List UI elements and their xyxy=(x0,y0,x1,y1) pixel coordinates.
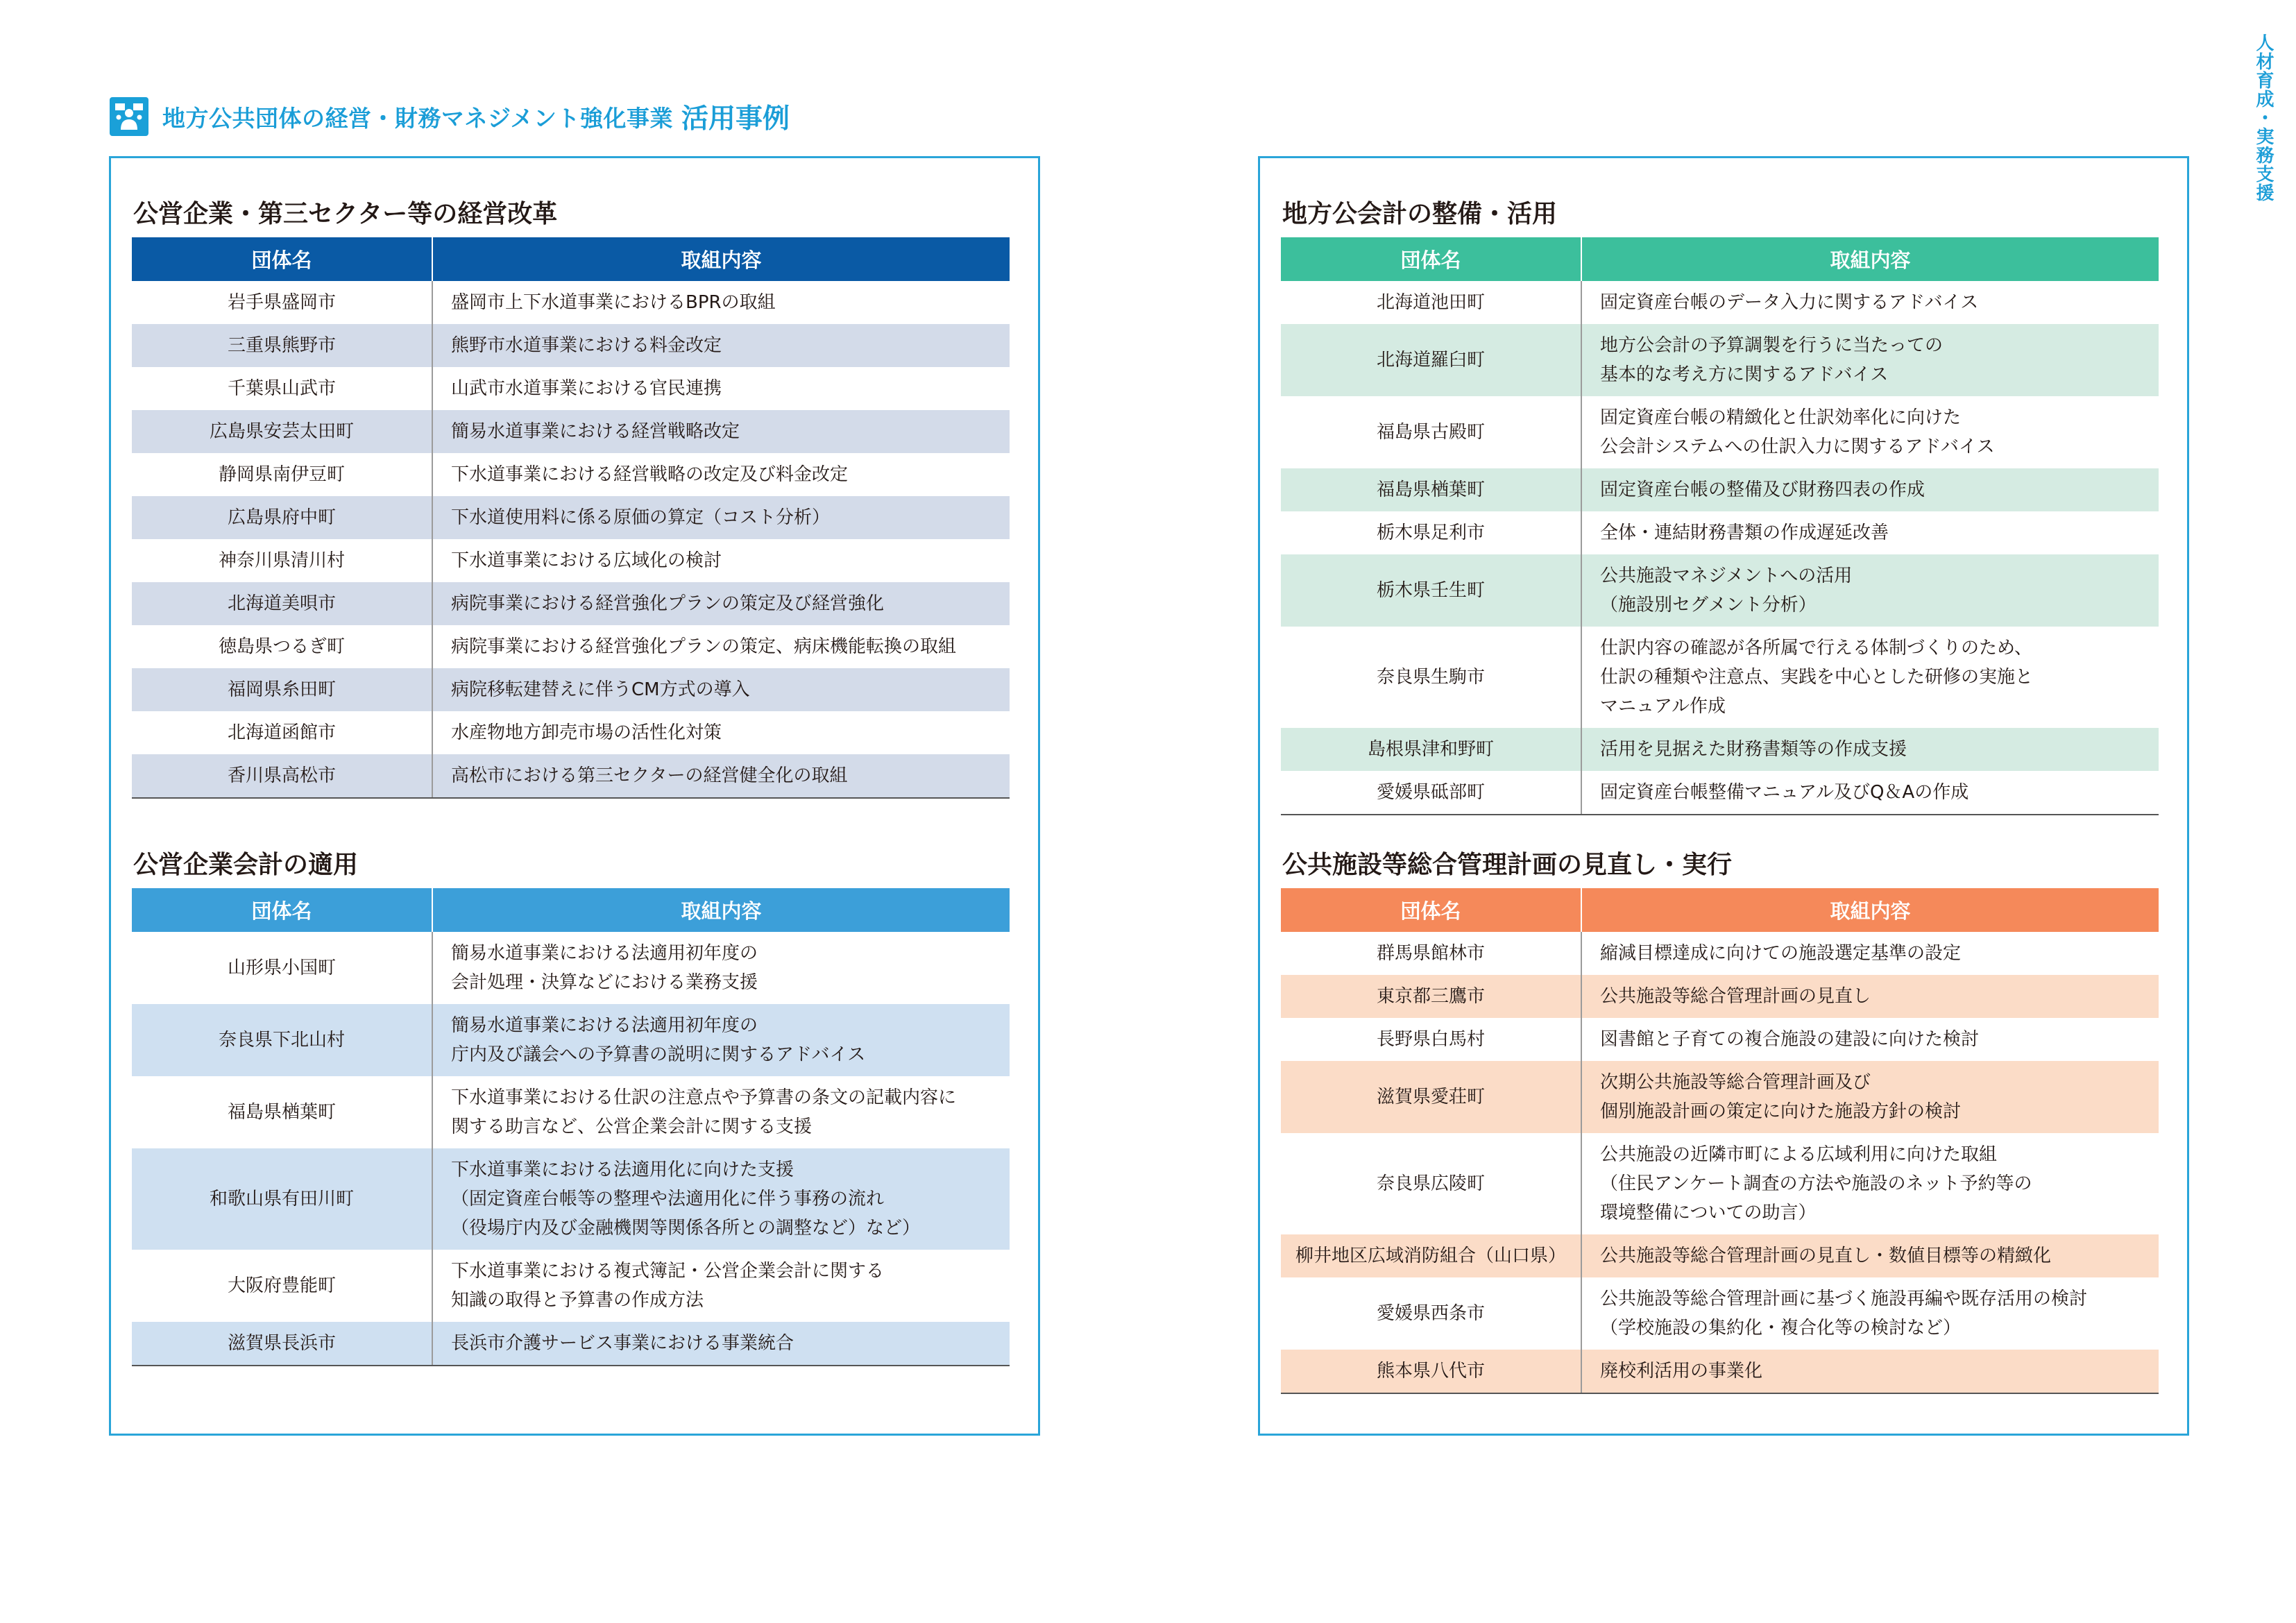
content-line: 公共施設等総合管理計画の見直し・数値目標等の精緻化 xyxy=(1600,1246,2052,1266)
content-line: 庁内及び議会への予算書の説明に関するアドバイス xyxy=(451,1044,866,1065)
cases-table xyxy=(132,888,1010,1366)
org-name-cell: 福島県楢葉町 xyxy=(1281,468,1581,511)
org-name-cell: 北海道美唄市 xyxy=(132,582,432,625)
content-line: 次期公共施設等総合管理計画及び xyxy=(1600,1072,1871,1093)
content-line: 下水道事業における仕訳の注意点や予算書の条文の記載内容に xyxy=(451,1087,957,1108)
org-name-cell: 福島県楢葉町 xyxy=(132,1076,432,1148)
side-category-label: 人材育成・実務支援 xyxy=(2253,33,2274,202)
table-row xyxy=(132,932,1010,1004)
content-cell xyxy=(432,1004,1010,1076)
org-name-cell: 北海道池田町 xyxy=(1281,281,1581,324)
table-row xyxy=(1281,554,2159,627)
content-line: 図書館と子育ての複合施設の建設に向けた検討 xyxy=(1600,1029,1980,1050)
table-row xyxy=(1281,1061,2159,1133)
org-name-cell: 群馬県館林市 xyxy=(1281,932,1581,975)
content-line: 水産物地方卸売市場の活性化対策 xyxy=(451,722,722,743)
content-cell xyxy=(432,1250,1010,1322)
content-cell xyxy=(1581,1350,2159,1393)
table-row xyxy=(1281,975,2159,1018)
org-name-cell: 北海道羅臼町 xyxy=(1281,324,1581,396)
org-name-cell: 東京都三鷹市 xyxy=(1281,975,1581,1018)
content-cell xyxy=(1581,281,2159,324)
org-name-cell: 大阪府豊能町 xyxy=(132,1250,432,1322)
content-line: （住民アンケート調査の方法や施設のネット予約等の xyxy=(1600,1173,2032,1194)
table-header-row xyxy=(132,237,1010,281)
table-row xyxy=(1281,396,2159,468)
content-cell xyxy=(1581,324,2159,396)
column-header-content: 取組内容 xyxy=(1581,888,2159,932)
org-name-cell: 香川県高松市 xyxy=(132,754,432,798)
org-name-cell: 三重県熊野市 xyxy=(132,324,432,367)
content-line: 全体・連結財務書類の作成遅延改善 xyxy=(1600,522,1889,543)
content-line: 簡易水道事業における法適用初年度の xyxy=(451,943,758,964)
content-line: 縮減目標達成に向けての施設選定基準の設定 xyxy=(1600,943,1962,964)
table-row xyxy=(132,1148,1010,1250)
content-line: 公会計システムへの仕訳入力に関するアドバイス xyxy=(1600,436,1995,457)
content-line: 公共施設マネジメントへの活用 xyxy=(1600,566,1853,586)
content-line: 下水道事業における広域化の検討 xyxy=(451,550,722,571)
content-cell xyxy=(432,281,1010,324)
page-title: 地方公共団体の経営・財務マネジメント強化事業 xyxy=(162,104,674,132)
column-header-content: 取組内容 xyxy=(432,888,1010,932)
content-cell xyxy=(432,539,1010,582)
org-name-cell: 栃木県足利市 xyxy=(1281,511,1581,554)
page-header xyxy=(110,97,790,136)
table-row xyxy=(132,1076,1010,1148)
content-line: 公共施設の近隣市町による広域利用に向けた取組 xyxy=(1600,1144,1998,1165)
content-cell xyxy=(1581,1061,2159,1133)
org-name-cell: 島根県津和野町 xyxy=(1281,728,1581,771)
table-header-row xyxy=(1281,888,2159,932)
table-row xyxy=(132,281,1010,324)
table-row xyxy=(132,496,1010,539)
org-name-cell: 山形県小国町 xyxy=(132,932,432,1004)
table-row xyxy=(1281,1018,2159,1061)
org-name-cell: 徳島県つるぎ町 xyxy=(132,625,432,668)
org-name-cell: 福島県古殿町 xyxy=(1281,396,1581,468)
left-panel xyxy=(109,156,1040,1436)
content-line: 公共施設等総合管理計画に基づく施設再編や既存活用の検討 xyxy=(1600,1289,2088,1309)
org-name-cell: 北海道函館市 xyxy=(132,711,432,754)
people-icon xyxy=(110,97,148,136)
org-name-cell: 愛媛県砥部町 xyxy=(1281,771,1581,815)
content-cell xyxy=(432,1148,1010,1250)
table-header-row xyxy=(1281,237,2159,281)
content-line: 簡易水道事業における経営戦略改定 xyxy=(451,421,740,442)
content-line: 熊野市水道事業における料金改定 xyxy=(451,335,722,356)
table-row xyxy=(132,582,1010,625)
section-title: 地方公会計の整備・活用 xyxy=(1282,200,1558,228)
content-cell xyxy=(1581,468,2159,511)
content-cell xyxy=(432,1076,1010,1148)
table-row xyxy=(132,754,1010,798)
table-row xyxy=(132,453,1010,496)
column-header-org: 団体名 xyxy=(1281,888,1581,932)
section-public-enterprise-accounting xyxy=(132,842,1010,1366)
org-name-cell: 滋賀県愛荘町 xyxy=(1281,1061,1581,1133)
content-cell xyxy=(432,932,1010,1004)
content-line: 病院事業における経営強化プランの策定、病床機能転換の取組 xyxy=(451,636,957,657)
table-row xyxy=(132,1004,1010,1076)
org-name-cell: 和歌山県有田川町 xyxy=(132,1148,432,1250)
org-name-cell: 滋賀県長浜市 xyxy=(132,1322,432,1366)
cases-table xyxy=(1281,888,2159,1394)
column-header-org: 団体名 xyxy=(1281,237,1581,281)
org-name-cell: 広島県府中町 xyxy=(132,496,432,539)
table-row xyxy=(132,539,1010,582)
org-name-cell: 奈良県生駒市 xyxy=(1281,627,1581,728)
org-name-cell: 愛媛県西条市 xyxy=(1281,1277,1581,1350)
section-public-enterprise-reform xyxy=(132,192,1010,799)
table-row xyxy=(1281,1234,2159,1277)
cases-table xyxy=(132,237,1010,799)
content-line: 公共施設等総合管理計画の見直し xyxy=(1600,986,1871,1007)
content-line: 簡易水道事業における法適用初年度の xyxy=(451,1015,758,1036)
content-line: （役場庁内及び金融機関等関係各所との調整など）など） xyxy=(451,1218,921,1239)
table-row xyxy=(1281,1350,2159,1393)
cases-table xyxy=(1281,237,2159,815)
content-line: 固定資産台帳整備マニュアル及びQ＆Aの作成 xyxy=(1600,782,1969,803)
content-cell xyxy=(1581,728,2159,771)
org-name-cell: 神奈川県清川村 xyxy=(132,539,432,582)
org-name-cell: 千葉県山武市 xyxy=(132,367,432,410)
section-title: 公共施設等総合管理計画の見直し・実行 xyxy=(1282,851,1733,879)
content-line: 下水道事業における経営戦略の改定及び料金改定 xyxy=(451,464,849,485)
org-name-cell: 奈良県広陵町 xyxy=(1281,1133,1581,1234)
column-header-org: 団体名 xyxy=(132,888,432,932)
table-row xyxy=(1281,468,2159,511)
table-row xyxy=(132,668,1010,711)
section-facility-management-plan xyxy=(1281,842,2159,1394)
table-row xyxy=(132,1322,1010,1366)
content-cell xyxy=(1581,932,2159,975)
org-name-cell: 柳井地区広域消防組合（山口県） xyxy=(1281,1234,1581,1277)
content-line: マニュアル作成 xyxy=(1600,696,1726,717)
section-title: 公営企業・第三セクター等の経営改革 xyxy=(133,200,558,228)
content-cell xyxy=(432,754,1010,798)
content-cell xyxy=(432,1322,1010,1366)
content-line: （固定資産台帳等の整理や法適用化に伴う事務の流れ xyxy=(451,1189,885,1209)
content-line: 廃校利活用の事業化 xyxy=(1600,1361,1763,1382)
content-line: 活用を見据えた財務書類等の作成支援 xyxy=(1600,739,1907,760)
table-row xyxy=(1281,728,2159,771)
content-line: 基本的な考え方に関するアドバイス xyxy=(1600,364,1889,385)
right-panel xyxy=(1258,156,2189,1436)
content-cell xyxy=(432,410,1010,453)
content-line: 長浜市介護サービス事業における事業統合 xyxy=(451,1333,794,1354)
table-row xyxy=(132,367,1010,410)
table-row xyxy=(1281,511,2159,554)
org-name-cell: 長野県白馬村 xyxy=(1281,1018,1581,1061)
content-line: 下水道事業における法適用化に向けた支援 xyxy=(451,1159,794,1180)
table-header-row xyxy=(132,888,1010,932)
table-row xyxy=(1281,281,2159,324)
content-cell xyxy=(1581,1277,2159,1350)
org-name-cell: 栃木県壬生町 xyxy=(1281,554,1581,627)
content-line: 地方公会計の予算調製を行うに当たっての xyxy=(1600,335,1944,356)
org-name-cell: 岩手県盛岡市 xyxy=(132,281,432,324)
content-line: 下水道使用料に係る原価の算定（コスト分析） xyxy=(451,507,831,528)
content-cell xyxy=(432,711,1010,754)
content-line: 仕訳内容の確認が各所属で行える体制づくりのため、 xyxy=(1600,638,2032,658)
table-row xyxy=(1281,627,2159,728)
column-header-content: 取組内容 xyxy=(1581,237,2159,281)
table-row xyxy=(132,1250,1010,1322)
content-cell xyxy=(432,668,1010,711)
table-row xyxy=(132,711,1010,754)
content-line: 知識の取得と予算書の作成方法 xyxy=(451,1290,704,1311)
content-line: 固定資産台帳の精緻化と仕訳効率化に向けた xyxy=(1600,407,1962,428)
table-row xyxy=(1281,1133,2159,1234)
column-header-content: 取組内容 xyxy=(432,237,1010,281)
table-row xyxy=(1281,324,2159,396)
content-cell xyxy=(1581,1018,2159,1061)
section-local-public-accounting xyxy=(1281,192,2159,815)
content-line: 病院事業における経営強化プランの策定及び経営強化 xyxy=(451,593,885,614)
content-line: 高松市における第三セクターの経営健全化の取組 xyxy=(451,765,848,786)
table-row xyxy=(1281,932,2159,975)
content-line: 個別施設計画の策定に向けた施設方針の検討 xyxy=(1600,1101,1962,1122)
table-row xyxy=(132,324,1010,367)
content-cell xyxy=(432,496,1010,539)
section-title: 公営企業会計の適用 xyxy=(133,851,359,879)
content-cell xyxy=(432,453,1010,496)
content-cell xyxy=(1581,1133,2159,1234)
org-name-cell: 福岡県糸田町 xyxy=(132,668,432,711)
content-cell xyxy=(1581,1234,2159,1277)
table-row xyxy=(132,625,1010,668)
content-cell xyxy=(432,324,1010,367)
content-cell xyxy=(1581,396,2159,468)
column-header-org: 団体名 xyxy=(132,237,432,281)
content-line: 盛岡市上下水道事業におけるBPRの取組 xyxy=(451,292,776,313)
content-line: （施設別セグメント分析） xyxy=(1600,595,1817,615)
content-cell xyxy=(432,625,1010,668)
table-row xyxy=(1281,771,2159,815)
table-row xyxy=(1281,1277,2159,1350)
content-cell xyxy=(432,367,1010,410)
content-cell xyxy=(1581,771,2159,815)
content-line: 固定資産台帳の整備及び財務四表の作成 xyxy=(1600,479,1925,500)
page-title-emphasis: 活用事例 xyxy=(681,103,790,135)
content-cell xyxy=(1581,554,2159,627)
org-name-cell: 静岡県南伊豆町 xyxy=(132,453,432,496)
content-line: 病院移転建替えに伴うCM方式の導入 xyxy=(451,679,750,700)
content-line: 会計処理・決算などにおける業務支援 xyxy=(451,972,758,993)
content-line: 関する助言など、公営企業会計に関する支援 xyxy=(451,1116,813,1137)
org-name-cell: 熊本県八代市 xyxy=(1281,1350,1581,1393)
content-cell xyxy=(1581,511,2159,554)
table-row xyxy=(132,410,1010,453)
content-line: 環境整備についての助言） xyxy=(1600,1203,1817,1223)
content-cell xyxy=(1581,975,2159,1018)
content-line: （学校施設の集約化・複合化等の検討など） xyxy=(1600,1318,1962,1339)
content-line: 山武市水道事業における官民連携 xyxy=(451,378,722,399)
org-name-cell: 広島県安芸太田町 xyxy=(132,410,432,453)
content-cell xyxy=(1581,627,2159,728)
content-line: 固定資産台帳のデータ入力に関するアドバイス xyxy=(1600,292,1979,313)
content-cell xyxy=(432,582,1010,625)
content-line: 下水道事業における複式簿記・公営企業会計に関する xyxy=(451,1261,885,1282)
org-name-cell: 奈良県下北山村 xyxy=(132,1004,432,1076)
content-line: 仕訳の種類や注意点、実践を中心とした研修の実施と xyxy=(1600,667,2034,688)
